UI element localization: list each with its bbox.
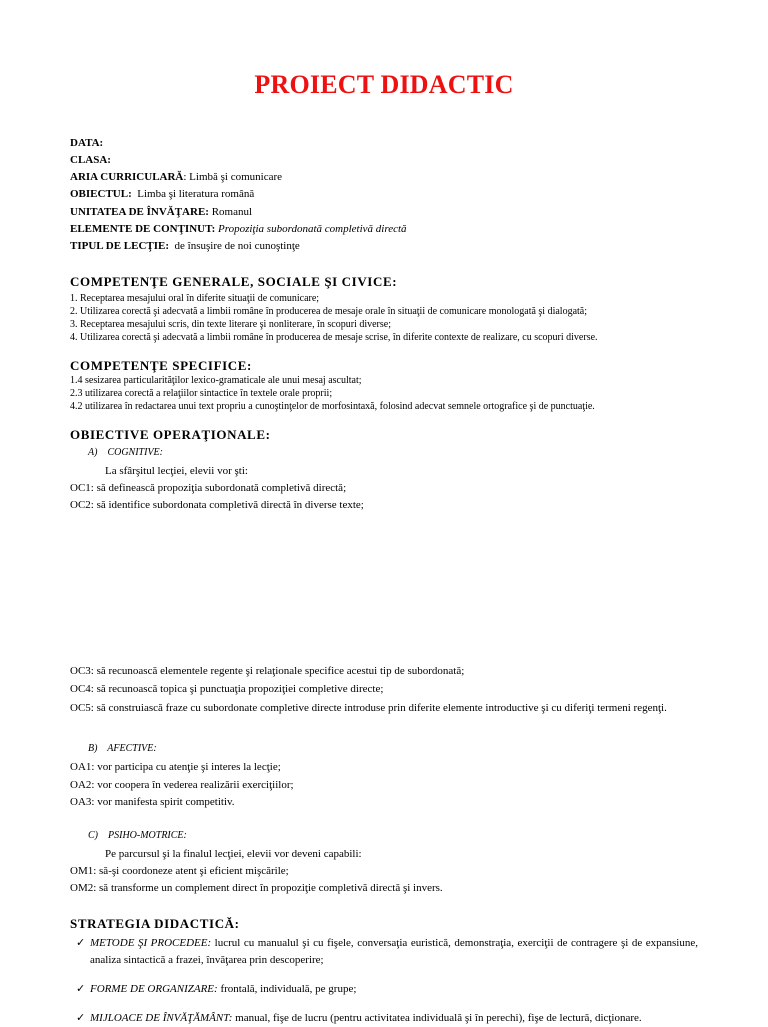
competente-specifice-heading: COMPETENŢE SPECIFICE: [70,358,252,373]
unitatea-line [70,205,252,219]
competenta-specifica-2: 2.3 utilizarea corectă a relaţiilor sintactice în textele orale proprii; [70,388,333,399]
competenta-generala-1: 1. Receptarea mesajului oral în diferite situaţii de comunicare; [70,293,320,304]
metode-label: METODE ŞI PROCEDEE: [90,937,212,949]
strategia-heading: STRATEGIA DIDACTICĂ: [70,916,240,931]
competenta-generala-3: 3. Receptarea mesajului scris, din texte literare şi nonliterare, în scopuri diverse; [70,319,391,330]
oc3: OC3: să recunoască elementele regente şi relaţionale specifice acestui tip de subordonată; [70,665,465,677]
tipul-line [70,239,300,253]
metode-value: lucrul cu manualul şi cu fişele, conversaţia euristică, demonstraţia, exerciţii de contragere şi de expansiune, analiza sintactică a frazei, învăţarea prin descoperire; [90,937,698,966]
oc5: OC5: să construiască fraze cu subordonate completive directe introduse prin diferite elemente introductive şi cu diferiţi termeni regenţi. [70,702,667,714]
om2: OM2: să transforme un complement direct în propoziţie completivă directă şi invers. [70,882,443,894]
check-icon: ✓ [76,937,86,949]
aria-value: : Limbă şi comunicare [183,171,283,183]
metode-item [76,935,698,969]
competenta-specifica-3: 4.2 utilizarea în redactarea unui text propriu a cunoştinţelor de morfosintaxă, folosind adecvat semnele ortografice şi de punctuaţie. [70,401,595,412]
forme-value: frontală, individuală, pe grupe; [217,983,357,995]
competenta-generala-2: 2. Utilizarea corectă şi adecvată a limbii române în producerea de mesaje orale în situaţii de comunicare monologată şi dialogată; [70,306,588,317]
tipul-value: de însuşire de noi cunoştinţe [169,240,300,252]
elemente-value: Propoziţia subordonată completivă directă [215,223,407,235]
oc1: OC1: să definească propoziţia subordonată completivă directă; [70,482,347,494]
elemente-label: ELEMENTE DE CONŢINUT: [70,223,216,235]
psiho-intro: Pe parcursul şi la finalul lecţiei, elevii vor deveni capabili: [105,848,362,860]
check-icon: ✓ [76,1012,86,1024]
tipul-label: TIPUL DE LECŢIE: [70,240,170,252]
om1: OM1: să-şi coordoneze atent şi eficient mişcările; [70,865,289,877]
mijloace-item [76,1010,698,1027]
clasa-line [70,153,111,167]
competente-generale-heading: COMPETENŢE GENERALE, SOCIALE ŞI CIVICE: [70,274,398,289]
forme-label: FORME DE ORGANIZARE: [90,983,218,995]
obiectul-label: OBIECTUL: [70,188,132,200]
forme-item [76,981,698,998]
obiective-heading: OBIECTIVE OPERAŢIONALE: [70,427,271,442]
aria-line [70,170,282,184]
unitatea-label: UNITATEA DE ÎNVĂŢARE: [70,206,209,218]
cognitive-intro: La sfârşitul lecţiei, elevii vor şti: [105,465,248,477]
oa1: OA1: vor participa cu atenţie şi interes la lecţie; [70,761,281,773]
obiectul-value: Limba şi literatura română [131,188,255,200]
psiho-label: C) PSIHO-MOTRICE: [88,830,187,841]
clasa-label: CLASA: [70,154,111,166]
afective-label: B) AFECTIVE: [88,743,157,754]
data-label: DATA: [70,137,104,149]
competenta-generala-4: 4. Utilizarea corectă şi adecvată a limbii române în producerea de mesaje scrise, în diferite contexte de realizare, cu scopuri diverse. [70,332,598,343]
oc4: OC4: să recunoască topica şi punctuaţia propoziţiei completive directe; [70,683,384,695]
elemente-line [70,222,407,236]
aria-label: ARIA CURRICULARĂ [70,171,184,183]
mijloace-label: MIJLOACE DE ÎNVĂŢĂMÂNT: [90,1012,233,1024]
competenta-specifica-1: 1.4 sesizarea particularităţilor lexico-gramaticale ale unui mesaj ascultat; [70,375,362,386]
unitatea-value: Romanul [208,206,253,218]
obiectul-line [70,187,254,201]
data-line [70,136,103,150]
document-title: PROIECT DIDACTIC [254,70,514,99]
oa3: OA3: vor manifesta spirit competitiv. [70,796,235,808]
oa2: OA2: vor coopera în vederea realizării exerciţiilor; [70,779,294,791]
cognitive-label: A) COGNITIVE: [88,447,163,458]
oc2: OC2: să identifice subordonata completivă directă în diverse texte; [70,499,364,511]
check-icon: ✓ [76,983,86,995]
mijloace-value: manual, fişe de lucru (pentru activitatea individuală şi în perechi), fişe de lectură, dicţionare. [232,1012,642,1024]
